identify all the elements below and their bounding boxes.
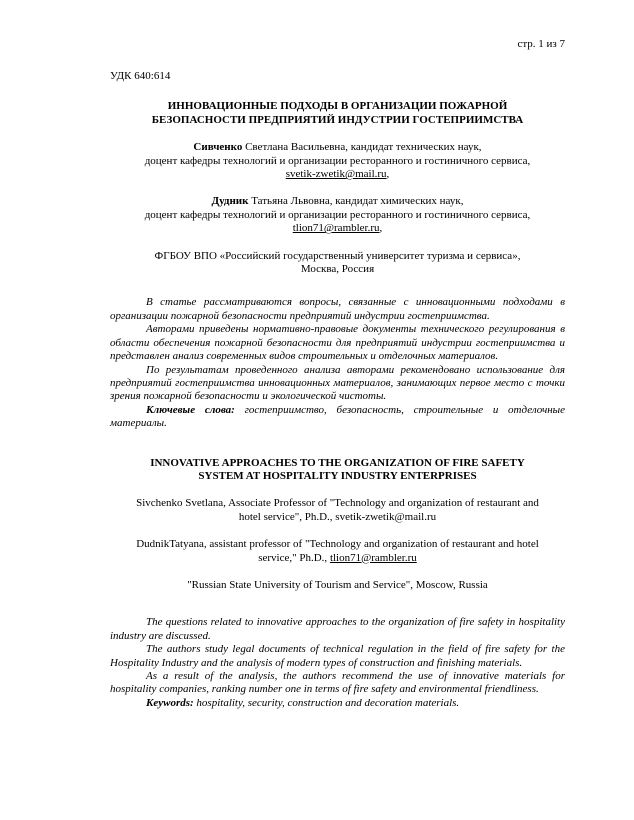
ru-author-1-email-suffix: ,	[386, 168, 390, 181]
ru-author-2	[110, 195, 565, 235]
en-title-line-2: SYSTEM AT HOSPITALITY INDUSTRY ENTERPRISES	[198, 469, 477, 482]
en-title	[110, 457, 565, 484]
ru-author-1-position: доцент кафедры технологий и организации ресторанного и гостиничного сервиса,	[144, 154, 531, 167]
ru-title-line-2: БЕЗОПАСНОСТИ ПРЕДПРИЯТИЙ ИНДУСТРИИ ГОСТЕПРИИМСТВА	[151, 113, 524, 126]
ru-author-2-email-link[interactable]: tlion71@rambler.ru	[292, 222, 380, 235]
ru-author-2-surname: Дудник	[211, 195, 249, 208]
en-abstract-paragraph-2: The authors study legal documents of technical regulation in the field of fire safety for the Hospitality Industry and the analysis of modern types of construction and finishing materials.	[110, 643, 565, 669]
ru-author-1-name: Светлана Васильевна, кандидат технических наук,	[242, 141, 482, 154]
en-abstract-paragraph-1: The questions related to innovative approaches to the organization of fire safety in hospitality industry are discussed.	[110, 616, 565, 642]
en-author-2-prefix: service," Ph.D.,	[258, 551, 330, 564]
en-organization: "Russian State University of Tourism and Service", Moscow, Russia	[187, 578, 488, 591]
ru-author-1-line	[110, 141, 565, 154]
ru-author-2-line	[110, 195, 565, 208]
ru-author-1	[110, 141, 565, 181]
ru-author-2-name: Татьяна Львовна, кандидат химических наук,	[248, 195, 464, 208]
ru-author-1-email-line	[110, 168, 565, 181]
en-keywords	[110, 697, 565, 710]
en-author-1-line-2: hotel service", Ph.D., svetik-zwetik@mail.ru	[238, 510, 437, 523]
en-keywords-label: Keywords:	[146, 696, 194, 709]
ru-title	[110, 100, 565, 127]
document-body	[110, 70, 565, 710]
ru-keywords	[110, 404, 565, 431]
ru-abstract-paragraph-3: По результатам проведенного анализа авторами рекомендовано использование для предприятий гостеприимства инновационных материалов, занимающих первое место с точки зрения пожарной безопасности и экологической чистоты.	[110, 363, 565, 403]
ru-abstract	[110, 296, 565, 430]
en-author-1	[110, 497, 565, 524]
en-author-2-line-1: DudnikTatyana, assistant professor of "Technology and organization of restaurant and hotel	[136, 538, 539, 551]
ru-author-2-email-suffix: ,	[379, 222, 383, 235]
en-author-2-email-link[interactable]: tlion71@rambler.ru	[329, 551, 417, 564]
en-author-2	[110, 538, 565, 565]
ru-org-line-1: ФГБОУ ВПО «Российский государственный университет туризма и сервиса»,	[154, 249, 521, 262]
en-abstract	[110, 616, 565, 710]
ru-keywords-label: Ключевые слова:	[146, 403, 235, 416]
en-author-2-line-2	[110, 552, 565, 565]
ru-organization	[110, 250, 565, 277]
ru-author-1-email-link[interactable]: svetik-zwetik@mail.ru	[285, 168, 387, 181]
ru-author-2-email-line	[110, 222, 565, 235]
ru-author-2-position: доцент кафедры технологий и организации ресторанного и гостиничного сервиса,	[144, 208, 531, 221]
ru-abstract-paragraph-1: В статье рассматриваются вопросы, связанные с инновационными подходами в организации пожарной безопасности предприятий индустрии гостеприимства.	[110, 296, 565, 322]
ru-abstract-paragraph-2: Авторами приведены нормативно-правовые документы технического регулирования в области обеспечения пожарной безопасности для предприятий индустрии гостеприимства и представлен анализ современных видов строительных и отделочных материалов.	[110, 323, 565, 363]
en-author-1-line-1: Sivchenko Svetlana, Associate Professor of "Technology and organization of restaurant and	[136, 497, 539, 510]
en-abstract-paragraph-3: As a result of the analysis, the authors recommend the use of innovative materials for hospitality companies, ranking number one in terms of fire safety and environmental friendliness.	[110, 670, 565, 696]
udk-code: УДК 640:614	[110, 70, 171, 82]
page-number: стр. 1 из 7	[517, 38, 565, 50]
ru-org-line-2: Москва, Россия	[300, 263, 375, 276]
ru-title-line-1: ИННОВАЦИОННЫЕ ПОДХОДЫ В ОРГАНИЗАЦИИ ПОЖАРНОЙ	[167, 100, 508, 113]
ru-author-1-surname: Сивченко	[193, 141, 243, 154]
en-title-line-1: INNOVATIVE APPROACHES TO THE ORGANIZATION OF FIRE SAFETY	[150, 456, 525, 469]
ru-keywords-text: гостеприимство, безопасность, строительные и отделочные материалы.	[110, 403, 565, 430]
en-keywords-text: hospitality, security, construction and decoration materials.	[193, 696, 460, 709]
